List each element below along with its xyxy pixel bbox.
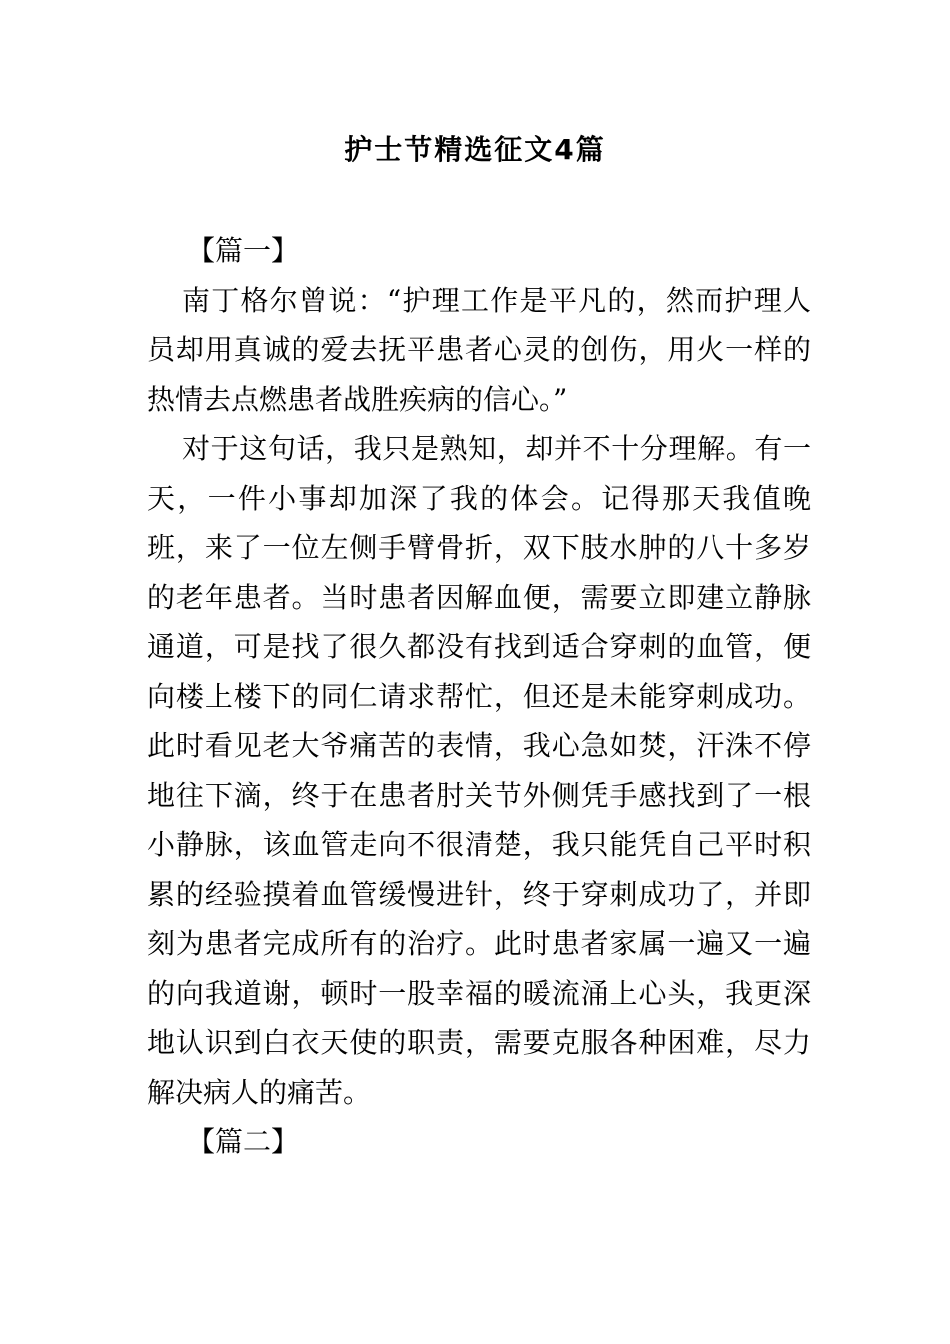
section-heading-1: 【篇一】 bbox=[187, 234, 300, 267]
document-body bbox=[147, 226, 811, 1167]
document-title: 护士节精选征文4篇 bbox=[344, 133, 606, 166]
paragraph-1-quote: 南丁格尔曾说：“护理工作是平凡的，然而护理人员却用真诚的爱去抚平患者心灵的创伤，用火一样的热情去点燃患者战胜疾病的信心。” bbox=[147, 283, 811, 416]
paragraph-2-story: 对于这句话，我只是熟知，却并不十分理解。有一天，一件小事却加深了我的体会。记得那天我值晚班，来了一位左侧手臂骨折，双下肢水肿的八十多岁的老年患者。当时患者因解血便，需要立即建立静脉通道，可是找了很久都没有找到适合穿刺的血管，便向楼上楼下的同仁请求帮忙，但还是未能穿刺成功。此时看见老大爷痛苦的表情，我心急如焚，汗洙不停地往下滴，终于在患者肘关节外侧凭手感找到了一根小静脉，该血管走向不很清楚，我只能凭自己平时积累的经验摸着血管缓慢进针，终于穿刺成功了，并即刻为患者完成所有的治疗。此时患者家属一遍又一遍的向我道谢，顿时一股幸福的暖流涌上心头，我更深地认识到白衣天使的职责，需要克服各种困难，尽力解决病人的痛苦。 bbox=[147, 432, 811, 1109]
section-heading-2: 【篇二】 bbox=[187, 1125, 300, 1158]
